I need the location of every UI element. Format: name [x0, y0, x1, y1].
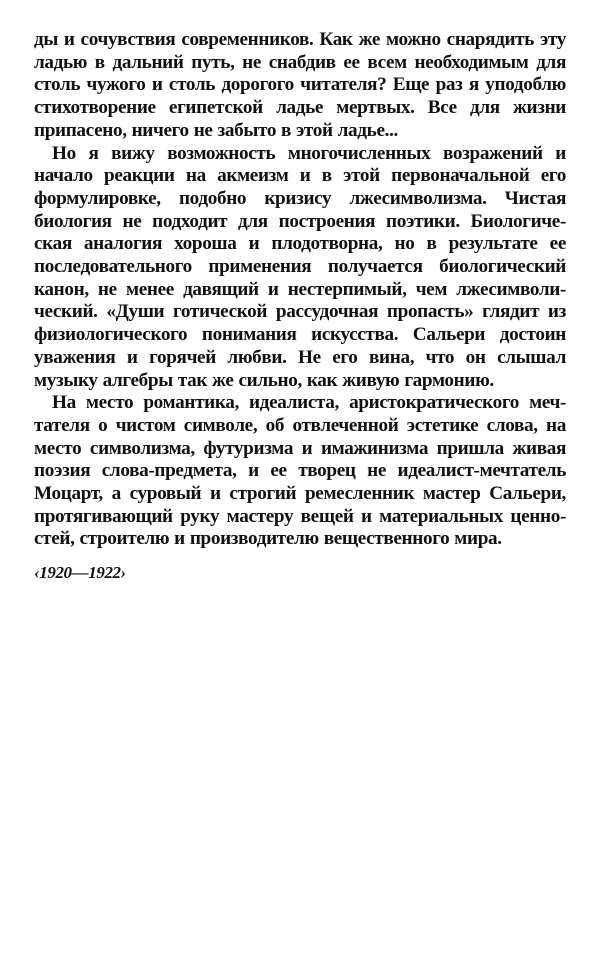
- text-line: канон, не менее давящий и нестерпимый, чем лжесимволи-: [34, 278, 566, 300]
- text-line: Моцарт, а суровый и строгий ремесленник мастер Сальери,: [34, 483, 566, 505]
- text-line: ладью в дальний путь, не снабдив ее всем необходимым для: [34, 51, 566, 73]
- text-line: поэзия слова-предмета, и ее творец не идеалист-мечтатель: [34, 460, 566, 482]
- text-line: уважения и горячей любви. Не его вина, что он слышал: [34, 346, 566, 368]
- paragraph-2: [34, 143, 566, 393]
- text-line: музыку алгебры так же сильно, как живую гармонию.: [34, 369, 494, 391]
- text-line: Но я вижу возможность многочисленных возражений и: [52, 142, 566, 164]
- text-line: место символизма, футуризма и имажинизма пришла живая: [34, 437, 566, 459]
- text-line: протягивающий руку мастеру вещей и материальных ценно-: [34, 505, 566, 527]
- text-line: столь чужого и столь дорогого читателя? Еще раз я уподоблю: [34, 74, 566, 96]
- text-line: формулировке, подобно кризису лжесимволизма. Чистая: [34, 187, 566, 209]
- text-line: ды и сочувствия современников. Как же можно снарядить эту: [34, 29, 566, 50]
- text-line: последовательного применения получается биологический: [34, 256, 566, 278]
- text-line: физиологического понимания искусства. Сальери достоин: [34, 324, 566, 346]
- text-line: На место романтика, идеалиста, аристократического меч-: [52, 392, 566, 414]
- text-line: стей, строителю и производителю вещественного мира.: [34, 528, 502, 550]
- date-range: ‹1920—1922›: [34, 563, 126, 583]
- text-line: начало реакции на акмеизм и в этой первоначальной его: [34, 165, 566, 187]
- text-line: биология не подходит для построения поэтики. Биологиче-: [34, 210, 566, 232]
- text-line: стихотворение египетской ладье мертвых. Все для жизни: [34, 97, 566, 119]
- document-page: [34, 29, 566, 583]
- text-line: ческий. «Души готической рассудочная пропасть» глядит из: [34, 301, 566, 323]
- paragraph-1: [34, 29, 566, 143]
- text-line: ская аналогия хороша и плодотворна, но в результате ее: [34, 233, 566, 255]
- text-line: припасено, ничего не забыто в этой ладье...: [34, 119, 398, 141]
- text-line: тателя о чистом символе, об отвлеченной эстетике слова, на: [34, 414, 566, 436]
- paragraph-3: [34, 392, 566, 551]
